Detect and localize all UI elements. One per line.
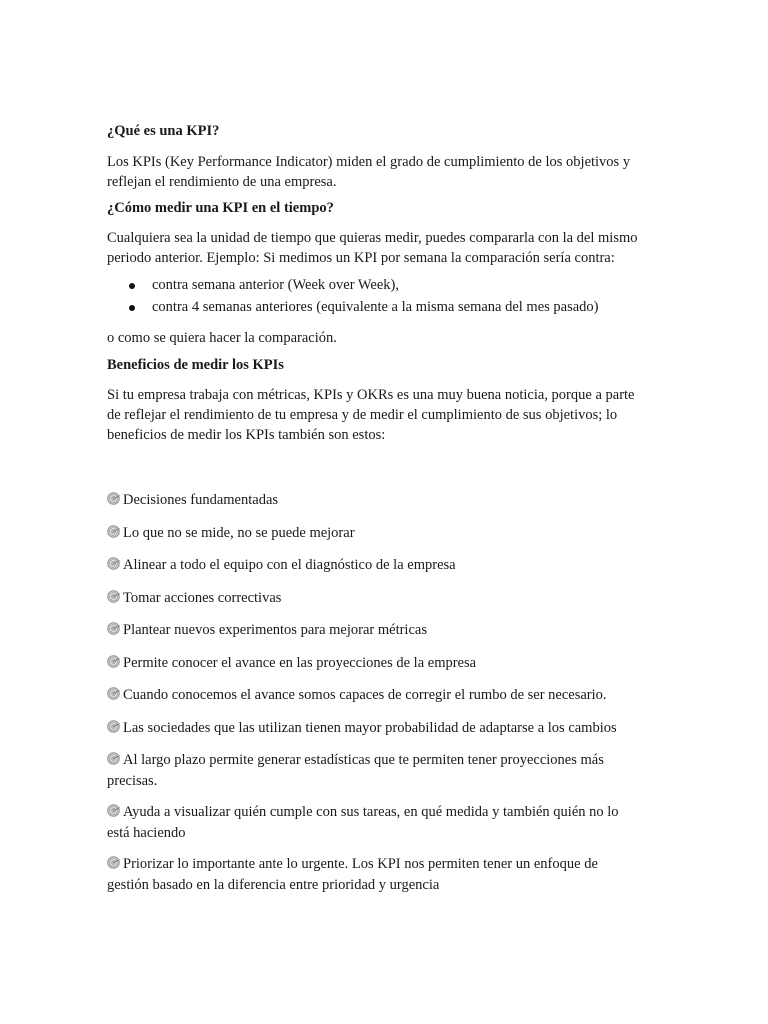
target-icon — [107, 525, 120, 538]
bullet-dot-icon — [129, 283, 135, 289]
benefit-text: Ayuda a visualizar quién cumple con sus tareas, en qué medida y también quién no lo — [123, 804, 619, 820]
paragraph-kpi-definition-line2: reflejan el rendimiento de una empresa. — [107, 174, 337, 190]
benefit-text: Al largo plazo permite generar estadísticas que te permiten tener proyecciones más — [123, 752, 604, 768]
benefits-list — [107, 490, 667, 895]
paragraph-beneficios-line2: de reflejar el rendimiento de tu empresa y de medir el cumplimiento de sus objetivos; lo — [107, 407, 618, 423]
benefit-text: gestión basado en la diferencia entre prioridad y urgencia — [107, 876, 440, 893]
benefit-item — [107, 685, 667, 706]
benefit-text: precisas. — [107, 772, 158, 789]
benefit-item — [107, 523, 667, 544]
heading-como-medir: ¿Cómo medir una KPI en el tiempo? — [107, 200, 334, 216]
document-page — [107, 123, 667, 895]
paragraph-comparacion-line1: Cualquiera sea la unidad de tiempo que quieras medir, puedes compararla con la del mismo — [107, 230, 638, 246]
comparison-list — [107, 275, 667, 318]
target-icon — [107, 557, 120, 570]
benefit-text: Tomar acciones correctivas — [123, 589, 282, 606]
list-item: contra 4 semanas anteriores (equivalente a la misma semana del mes pasado) — [107, 297, 667, 319]
benefit-text: Cuando conocemos el avance somos capaces de corregir el rumbo de ser necesario. — [123, 687, 607, 703]
target-icon — [107, 655, 120, 668]
list-item: contra semana anterior (Week over Week), — [107, 275, 667, 297]
target-icon — [107, 804, 120, 817]
benefit-text: Alinear a todo el equipo con el diagnóstico de la empresa — [123, 557, 456, 573]
benefit-item — [107, 854, 667, 895]
target-icon — [107, 720, 120, 733]
benefit-item — [107, 718, 667, 739]
heading-beneficios: Beneficios de medir los KPIs — [107, 357, 284, 373]
paragraph-comparacion-line2: periodo anterior. Ejemplo: Si medimos un KPI por semana la comparación sería contra: — [107, 250, 615, 266]
benefit-text: Lo que no se mide, no se puede mejorar — [123, 524, 355, 541]
benefit-item — [107, 653, 667, 674]
target-icon — [107, 492, 120, 505]
benefit-text: está haciendo — [107, 824, 186, 841]
benefit-text: Las sociedades que las utilizan tienen mayor probabilidad de adaptarse a los cambios — [123, 719, 617, 736]
paragraph-closing: o como se quiera hacer la comparación. — [107, 330, 337, 346]
benefit-text: Permite conocer el avance en las proyecciones de la empresa — [123, 654, 477, 671]
benefit-item — [107, 490, 667, 511]
paragraph-beneficios-line1: Si tu empresa trabaja con métricas, KPIs y OKRs es una muy buena noticia, porque a parte — [107, 387, 635, 403]
target-icon — [107, 752, 120, 765]
benefit-text: Plantear nuevos experimentos para mejorar métricas — [123, 622, 427, 638]
bullet-dot-icon — [129, 305, 135, 311]
benefit-item — [107, 750, 667, 791]
benefit-item — [107, 555, 667, 576]
target-icon — [107, 856, 120, 869]
target-icon — [107, 590, 120, 603]
target-icon — [107, 687, 120, 700]
benefit-item — [107, 620, 667, 641]
benefit-text: Priorizar lo importante ante lo urgente. Los KPI nos permiten tener un enfoque de — [123, 856, 598, 872]
benefit-text: Decisiones fundamentadas — [123, 492, 279, 508]
benefit-item — [107, 802, 667, 843]
heading-que-es-kpi: ¿Qué es una KPI? — [107, 123, 220, 139]
benefit-item — [107, 588, 667, 609]
paragraph-kpi-definition-line1: Los KPIs (Key Performance Indicator) miden el grado de cumplimiento de los objetivos y — [107, 154, 631, 170]
target-icon — [107, 622, 120, 635]
paragraph-beneficios-line3: beneficios de medir los KPIs también son estos: — [107, 427, 386, 443]
